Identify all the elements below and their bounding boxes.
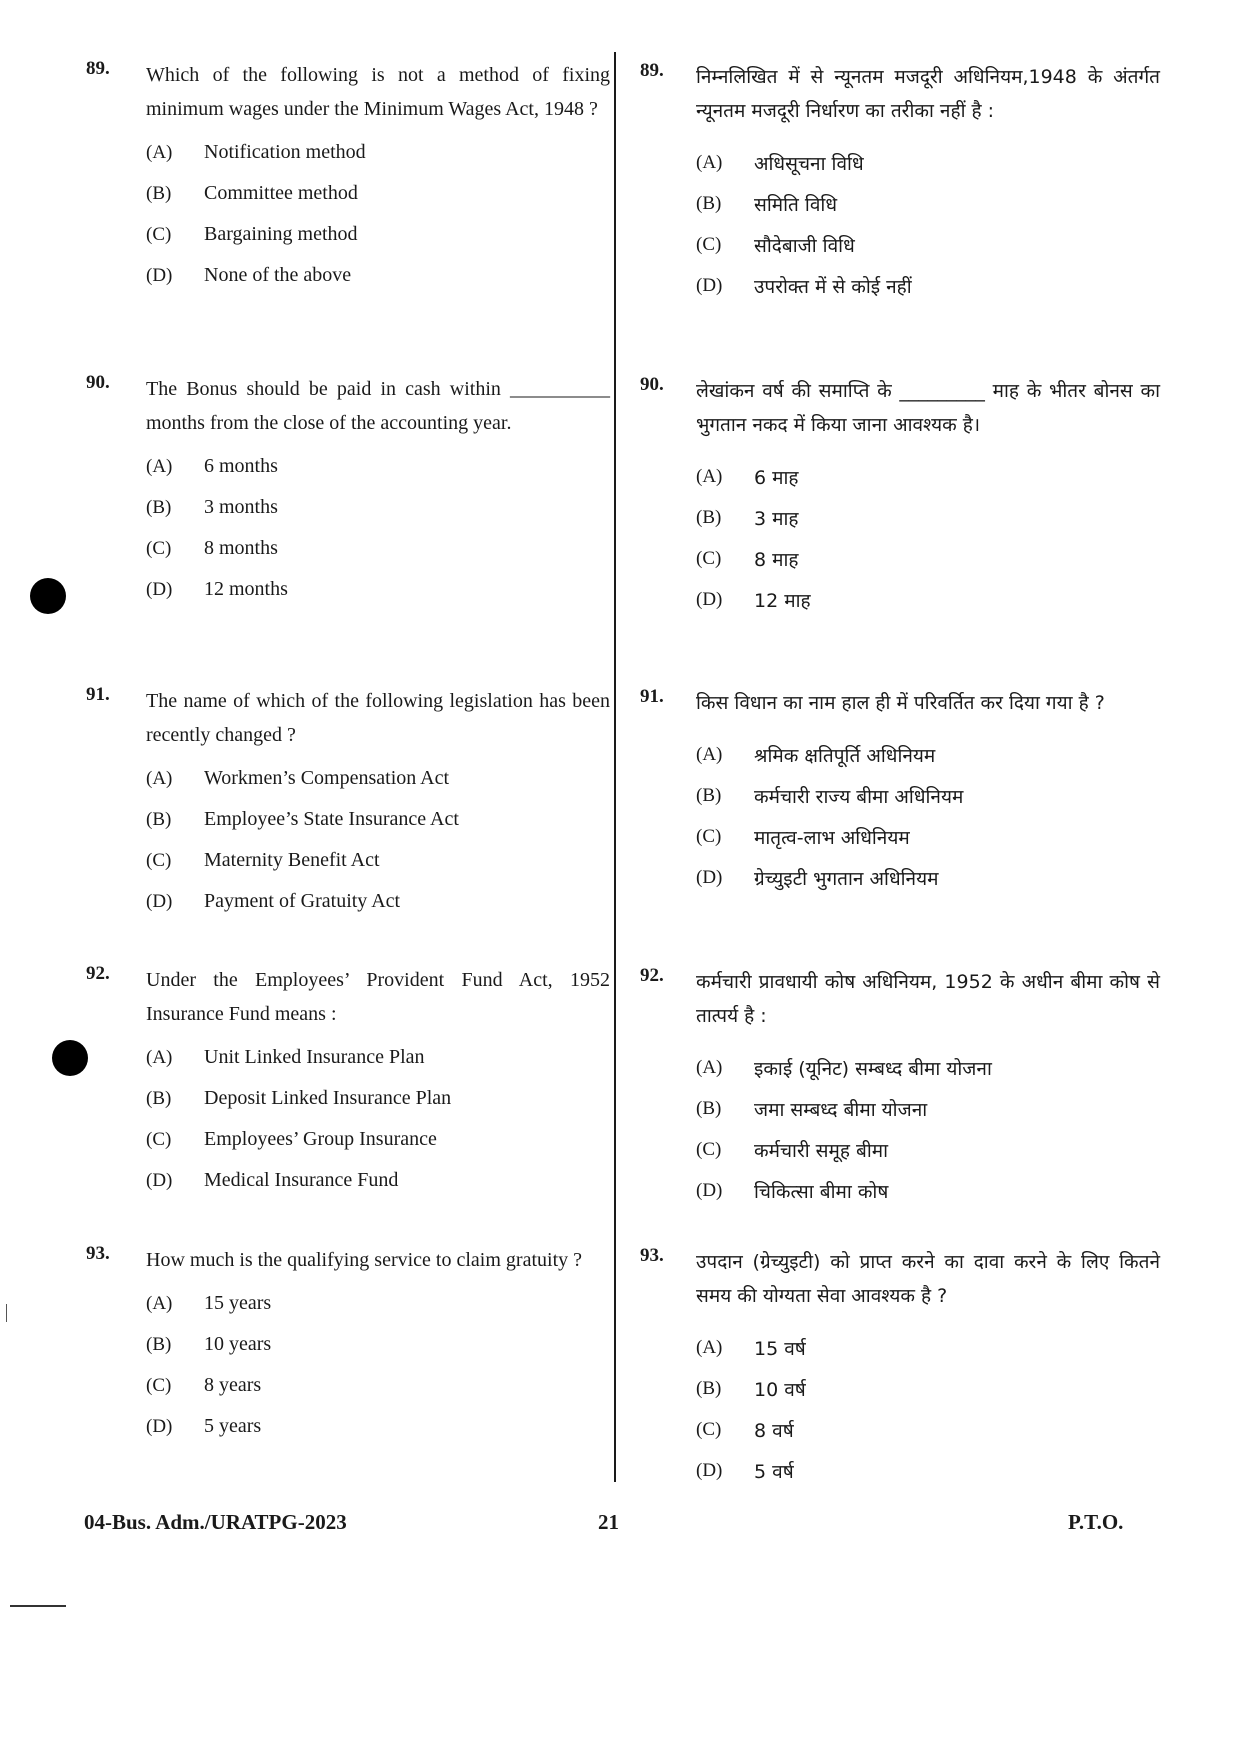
option-label: (A) <box>146 455 173 477</box>
option-item <box>146 528 610 569</box>
option-text: 5 वर्ष <box>754 1460 794 1483</box>
option-label: (A) <box>146 767 173 789</box>
option-label: (D) <box>146 578 173 600</box>
option-label: (A) <box>696 1056 723 1078</box>
question-number: 91. <box>640 686 664 707</box>
option-item <box>146 487 610 528</box>
question-text: कर्मचारी प्रावधायी कोष अधिनियम, 1952 के अधीन बीमा कोष से तात्पर्य है : <box>696 971 1160 1027</box>
option-label: (C) <box>146 849 172 871</box>
option-label: (D) <box>146 1169 173 1191</box>
option-item <box>696 1129 1160 1170</box>
option-label: (C) <box>146 223 172 245</box>
options-list <box>696 734 1160 898</box>
option-item <box>146 1406 610 1447</box>
option-text: 6 माह <box>754 466 799 489</box>
option-item <box>696 857 1160 898</box>
question-text: The name of which of the following legislation has been recently changed ? <box>146 690 610 746</box>
option-text: 5 years <box>204 1415 262 1437</box>
option-label: (B) <box>696 1097 722 1119</box>
option-text: Unit Linked Insurance Plan <box>204 1046 425 1068</box>
option-item <box>696 1409 1160 1450</box>
options-list <box>146 758 610 922</box>
option-item <box>146 1037 610 1078</box>
question-hi <box>640 965 1160 1211</box>
option-text: सौदेबाजी विधि <box>754 234 855 257</box>
page-number: 21 <box>598 1510 619 1534</box>
option-item <box>696 1047 1160 1088</box>
option-text: 6 months <box>204 455 278 477</box>
option-item <box>146 446 610 487</box>
option-text: 8 years <box>204 1374 262 1396</box>
option-item <box>696 734 1160 775</box>
option-text: उपरोक्त में से कोई नहीं <box>754 275 912 298</box>
option-text: Committee method <box>204 182 358 204</box>
question-number: 93. <box>86 1243 110 1264</box>
question-text: How much is the qualifying service to claim gratuity ? <box>146 1249 582 1271</box>
option-item <box>146 173 610 214</box>
option-text: Payment of Gratuity Act <box>204 890 401 912</box>
option-label: (D) <box>696 866 723 888</box>
option-label: (B) <box>146 1333 172 1355</box>
option-label: (C) <box>696 825 722 847</box>
question-number: 93. <box>640 1245 664 1266</box>
option-item <box>146 758 610 799</box>
option-label: (A) <box>696 743 723 765</box>
option-label: (B) <box>146 182 172 204</box>
option-label: (C) <box>696 1138 722 1160</box>
option-item <box>146 1365 610 1406</box>
option-label: (D) <box>146 1415 173 1437</box>
option-item <box>146 214 610 255</box>
question-hi <box>640 1245 1160 1491</box>
punch-hole-mark <box>30 578 66 614</box>
option-item <box>146 1078 610 1119</box>
option-label: (C) <box>696 233 722 255</box>
question-hi <box>640 374 1160 620</box>
option-text: 8 वर्ष <box>754 1419 794 1442</box>
question-text: Which of the following is not a method of fixing minimum wages under the Minimum Wages Act, 1948 ? <box>146 64 610 120</box>
option-text: कर्मचारी राज्य बीमा अधिनियम <box>754 785 964 808</box>
option-text: Maternity Benefit Act <box>204 849 380 871</box>
options-list <box>146 132 610 296</box>
option-item <box>146 569 610 610</box>
option-text: 15 years <box>204 1292 272 1314</box>
option-item <box>696 497 1160 538</box>
question-text: The Bonus should be paid in cash within __________ months from the close of the accounting year. <box>146 378 610 434</box>
option-item <box>696 1368 1160 1409</box>
option-text: None of the above <box>204 264 352 286</box>
option-text: 12 months <box>204 578 288 600</box>
option-item <box>146 132 610 173</box>
option-label: (A) <box>696 1336 723 1358</box>
options-list <box>696 1327 1160 1491</box>
question-number: 89. <box>640 60 664 81</box>
option-text: Bargaining method <box>204 223 358 245</box>
option-item <box>696 1088 1160 1129</box>
question-hi <box>640 60 1160 306</box>
option-text: Notification method <box>204 141 366 163</box>
question-number: 90. <box>640 374 664 395</box>
option-text: Deposit Linked Insurance Plan <box>204 1087 452 1109</box>
option-text: 8 months <box>204 537 278 559</box>
option-text: अधिसूचना विधि <box>754 152 864 175</box>
option-label: (B) <box>696 192 722 214</box>
option-text: जमा सम्बध्द बीमा योजना <box>754 1098 928 1121</box>
question-number: 92. <box>86 963 110 984</box>
options-list <box>696 1047 1160 1211</box>
question-text: किस विधान का नाम हाल ही में परिवर्तित कर दिया गया है ? <box>696 692 1105 714</box>
options-list <box>146 1037 610 1201</box>
option-text: Employees’ Group Insurance <box>204 1128 437 1150</box>
option-item <box>696 1327 1160 1368</box>
option-item <box>146 1160 610 1201</box>
option-item <box>696 265 1160 306</box>
option-text: कर्मचारी समूह बीमा <box>754 1139 889 1162</box>
option-item <box>146 799 610 840</box>
option-item <box>696 538 1160 579</box>
option-text: 15 वर्ष <box>754 1337 806 1360</box>
option-label: (A) <box>146 1046 173 1068</box>
option-label: (A) <box>696 465 723 487</box>
option-item <box>146 1119 610 1160</box>
question-number: 91. <box>86 684 110 705</box>
option-label: (C) <box>146 1374 172 1396</box>
option-label: (D) <box>696 1459 723 1481</box>
option-item <box>146 1324 610 1365</box>
option-text: 12 माह <box>754 589 811 612</box>
options-list <box>146 1283 610 1447</box>
option-label: (A) <box>696 151 723 173</box>
option-text: समिति विधि <box>754 193 838 216</box>
option-item <box>146 1283 610 1324</box>
option-label: (D) <box>696 588 723 610</box>
option-label: (A) <box>146 1292 173 1314</box>
option-item <box>696 142 1160 183</box>
option-label: (B) <box>696 1377 722 1399</box>
column-divider <box>614 52 616 1482</box>
question-hi <box>640 686 1160 898</box>
option-label: (C) <box>696 547 722 569</box>
question-number: 90. <box>86 372 110 393</box>
option-item <box>696 1450 1160 1491</box>
option-item <box>696 816 1160 857</box>
question-text: उपदान (ग्रेच्युइटी) को प्राप्त करने का दावा करने के लिए कितने समय की योग्यता सेवा आवश्यक है ? <box>696 1251 1160 1307</box>
option-label: (D) <box>696 274 723 296</box>
option-text: श्रमिक क्षतिपूर्ति अधिनियम <box>754 744 936 767</box>
options-list <box>696 456 1160 620</box>
question-en <box>80 372 610 610</box>
option-text: 10 वर्ष <box>754 1378 806 1401</box>
option-item <box>146 881 610 922</box>
question-text: निम्नलिखित में से न्यूनतम मजदूरी अधिनियम,1948 के अंतर्गत न्यूनतम मजदूरी निर्धारण का तरीका नहीं है : <box>696 66 1160 122</box>
question-number: 89. <box>86 58 110 79</box>
option-label: (A) <box>146 141 173 163</box>
margin-line <box>10 1605 66 1607</box>
option-label: (B) <box>146 808 172 830</box>
question-en <box>80 684 610 922</box>
option-label: (D) <box>146 890 173 912</box>
option-text: मातृत्व-लाभ अधिनियम <box>754 826 910 849</box>
option-text: 3 माह <box>754 507 799 530</box>
option-item <box>696 456 1160 497</box>
option-text: इकाई (यूनिट) सम्बध्द बीमा योजना <box>754 1057 992 1080</box>
question-en <box>80 1243 610 1447</box>
option-text: Workmen’s Compensation Act <box>204 767 450 789</box>
option-text: Medical Insurance Fund <box>204 1169 399 1191</box>
option-label: (B) <box>146 1087 172 1109</box>
option-text: चिकित्सा बीमा कोष <box>754 1180 889 1203</box>
please-turn-over: P.T.O. <box>1068 1510 1124 1534</box>
option-label: (C) <box>146 1128 172 1150</box>
punch-hole-mark <box>52 1040 88 1076</box>
option-item <box>696 224 1160 265</box>
question-en <box>80 58 610 296</box>
option-item <box>146 255 610 296</box>
option-text: Employee’s State Insurance Act <box>204 808 459 830</box>
option-item <box>146 840 610 881</box>
option-item <box>696 1170 1160 1211</box>
options-list <box>696 142 1160 306</box>
option-item <box>696 775 1160 816</box>
option-label: (B) <box>696 506 722 528</box>
option-label: (D) <box>696 1179 723 1201</box>
option-label: (C) <box>696 1418 722 1440</box>
question-text: Under the Employees’ Provident Fund Act, 1952 Insurance Fund means : <box>146 969 610 1025</box>
option-label: (D) <box>146 264 173 286</box>
option-text: 10 years <box>204 1333 272 1355</box>
question-en <box>80 963 610 1201</box>
option-label: (B) <box>696 784 722 806</box>
question-number: 92. <box>640 965 664 986</box>
option-item <box>696 579 1160 620</box>
option-label: (B) <box>146 496 172 518</box>
option-text: 3 months <box>204 496 278 518</box>
margin-tick <box>6 1304 7 1322</box>
option-text: 8 माह <box>754 548 799 571</box>
option-text: ग्रेच्युइटी भुगतान अधिनियम <box>754 867 939 890</box>
paper-code: 04-Bus. Adm./URATPG-2023 <box>84 1510 347 1534</box>
option-label: (C) <box>146 537 172 559</box>
options-list <box>146 446 610 610</box>
question-text: लेखांकन वर्ष की समाप्ति के _________ माह के भीतर बोनस का भुगतान नकद में किया जाना आवश्यक है। <box>696 380 1160 436</box>
option-item <box>696 183 1160 224</box>
